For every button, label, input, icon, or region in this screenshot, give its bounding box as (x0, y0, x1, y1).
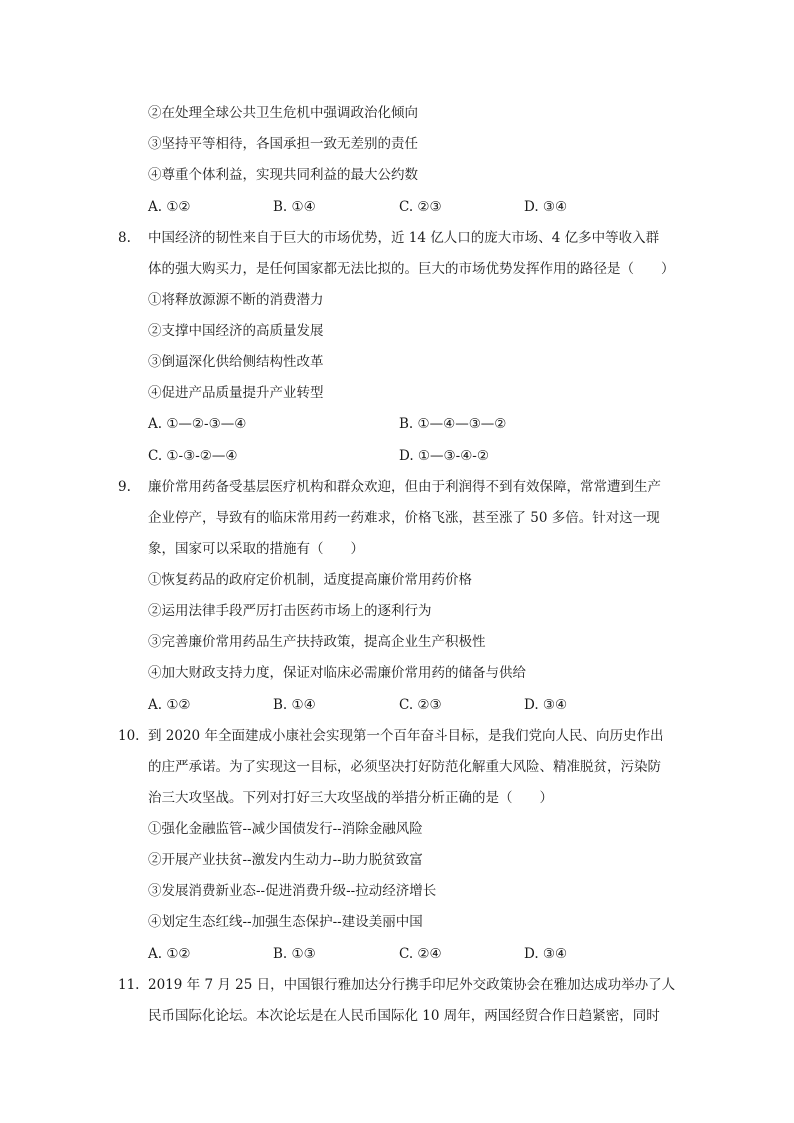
option-item: ③坚持平等相待，各国承担一致无差别的责任 (148, 136, 418, 152)
option-item: ③发展消费新业态--促进消费升级--拉动经济增长 (148, 883, 437, 899)
choice-a: A. ①—②-③—④ (148, 416, 247, 432)
question-stem-line: 2019 年 7 月 25 日，中国银行雅加达分行携手印尼外交政策协会在雅加达成功举办了人 (148, 977, 676, 993)
option-item: ③完善廉价常用药品生产扶持政策，提高企业生产积极性 (148, 634, 486, 650)
question-stem-line: 到 2020 年全面建成小康社会实现第一个百年奋斗目标，是我们党向人民、向历史作出 (148, 728, 664, 744)
question-stem-line: 企业停产，导致有的临床常用药一药难求，价格飞涨，甚至涨了 50 多倍。针对这一现 (148, 510, 660, 526)
choice-c: C. ②④ (399, 946, 442, 962)
question-stem-line: 中国经济的韧性来自于巨大的市场优势，近 14 亿人口的庞大市场、4 亿多中等收入群 (148, 230, 660, 246)
question-number: 11. (118, 977, 140, 993)
option-item: ①将释放源源不断的消费潜力 (148, 292, 324, 308)
question-number: 10. (118, 728, 140, 744)
choice-a: A. ①② (148, 697, 191, 713)
choice-d: D. ③④ (524, 697, 568, 713)
option-item: ④促进产品质量提升产业转型 (148, 385, 324, 401)
choice-a: A. ①② (148, 946, 191, 962)
choice-b: B. ①③ (273, 946, 316, 962)
choice-a: A. ①② (148, 199, 191, 215)
question-stem-line: 的庄严承诺。为了实现这一目标，必须坚决打好防范化解重大风险、精准脱贫，污染防 (148, 759, 661, 775)
choice-c: C. ①-③-②—④ (148, 448, 238, 464)
option-item: ④划定生态红线--加强生态保护--建设美丽中国 (148, 914, 423, 930)
option-item: ①恢复药品的政府定价机制，适度提高廉价常用药价格 (148, 572, 472, 588)
option-item: ②运用法律手段严厉打击医药市场上的逐利行为 (148, 603, 432, 619)
choice-d: D. ③④ (524, 946, 568, 962)
choice-d: D. ①—③-④-② (399, 448, 489, 464)
option-item: ②开展产业扶贫--激发内生动力--助力脱贫致富 (148, 852, 423, 868)
option-item: ①强化金融监管--减少国债发行--消除金融风险 (148, 821, 423, 837)
choice-b: B. ①—④—③—② (399, 416, 507, 432)
question-number: 8. (118, 230, 131, 246)
choice-c: C. ②③ (399, 199, 442, 215)
choice-d: D. ③④ (524, 199, 568, 215)
option-item: ④尊重个体利益，实现共同利益的最大公约数 (148, 167, 418, 183)
option-item: ②在处理全球公共卫生危机中强调政治化倾向 (148, 105, 418, 121)
question-number: 9. (118, 479, 131, 495)
choice-b: B. ①④ (273, 697, 316, 713)
question-stem-line: 体的强大购买力，是任何国家都无法比拟的。巨大的市场优势发挥作用的路径是（ ） (148, 261, 675, 277)
question-stem-line: 廉价常用药备受基层医疗机构和群众欢迎，但由于利润得不到有效保障，常常遭到生产 (148, 479, 661, 495)
choice-c: C. ②③ (399, 697, 442, 713)
option-item: ③倒逼深化供给侧结构性改革 (148, 354, 324, 370)
question-stem-line: 象，国家可以采取的措施有（ ） (148, 541, 364, 557)
question-stem-line: 治三大攻坚战。下列对打好三大攻坚战的举措分析正确的是（ ） (148, 790, 553, 806)
question-stem-line: 民币国际化论坛。本次论坛是在人民币国际化 10 周年，两国经贸合作日趋紧密，同时 (148, 1008, 660, 1024)
choice-b: B. ①④ (273, 199, 316, 215)
option-item: ④加大财政支持力度，保证对临床必需廉价常用药的储备与供给 (148, 665, 526, 681)
option-item: ②支撑中国经济的高质量发展 (148, 323, 324, 339)
